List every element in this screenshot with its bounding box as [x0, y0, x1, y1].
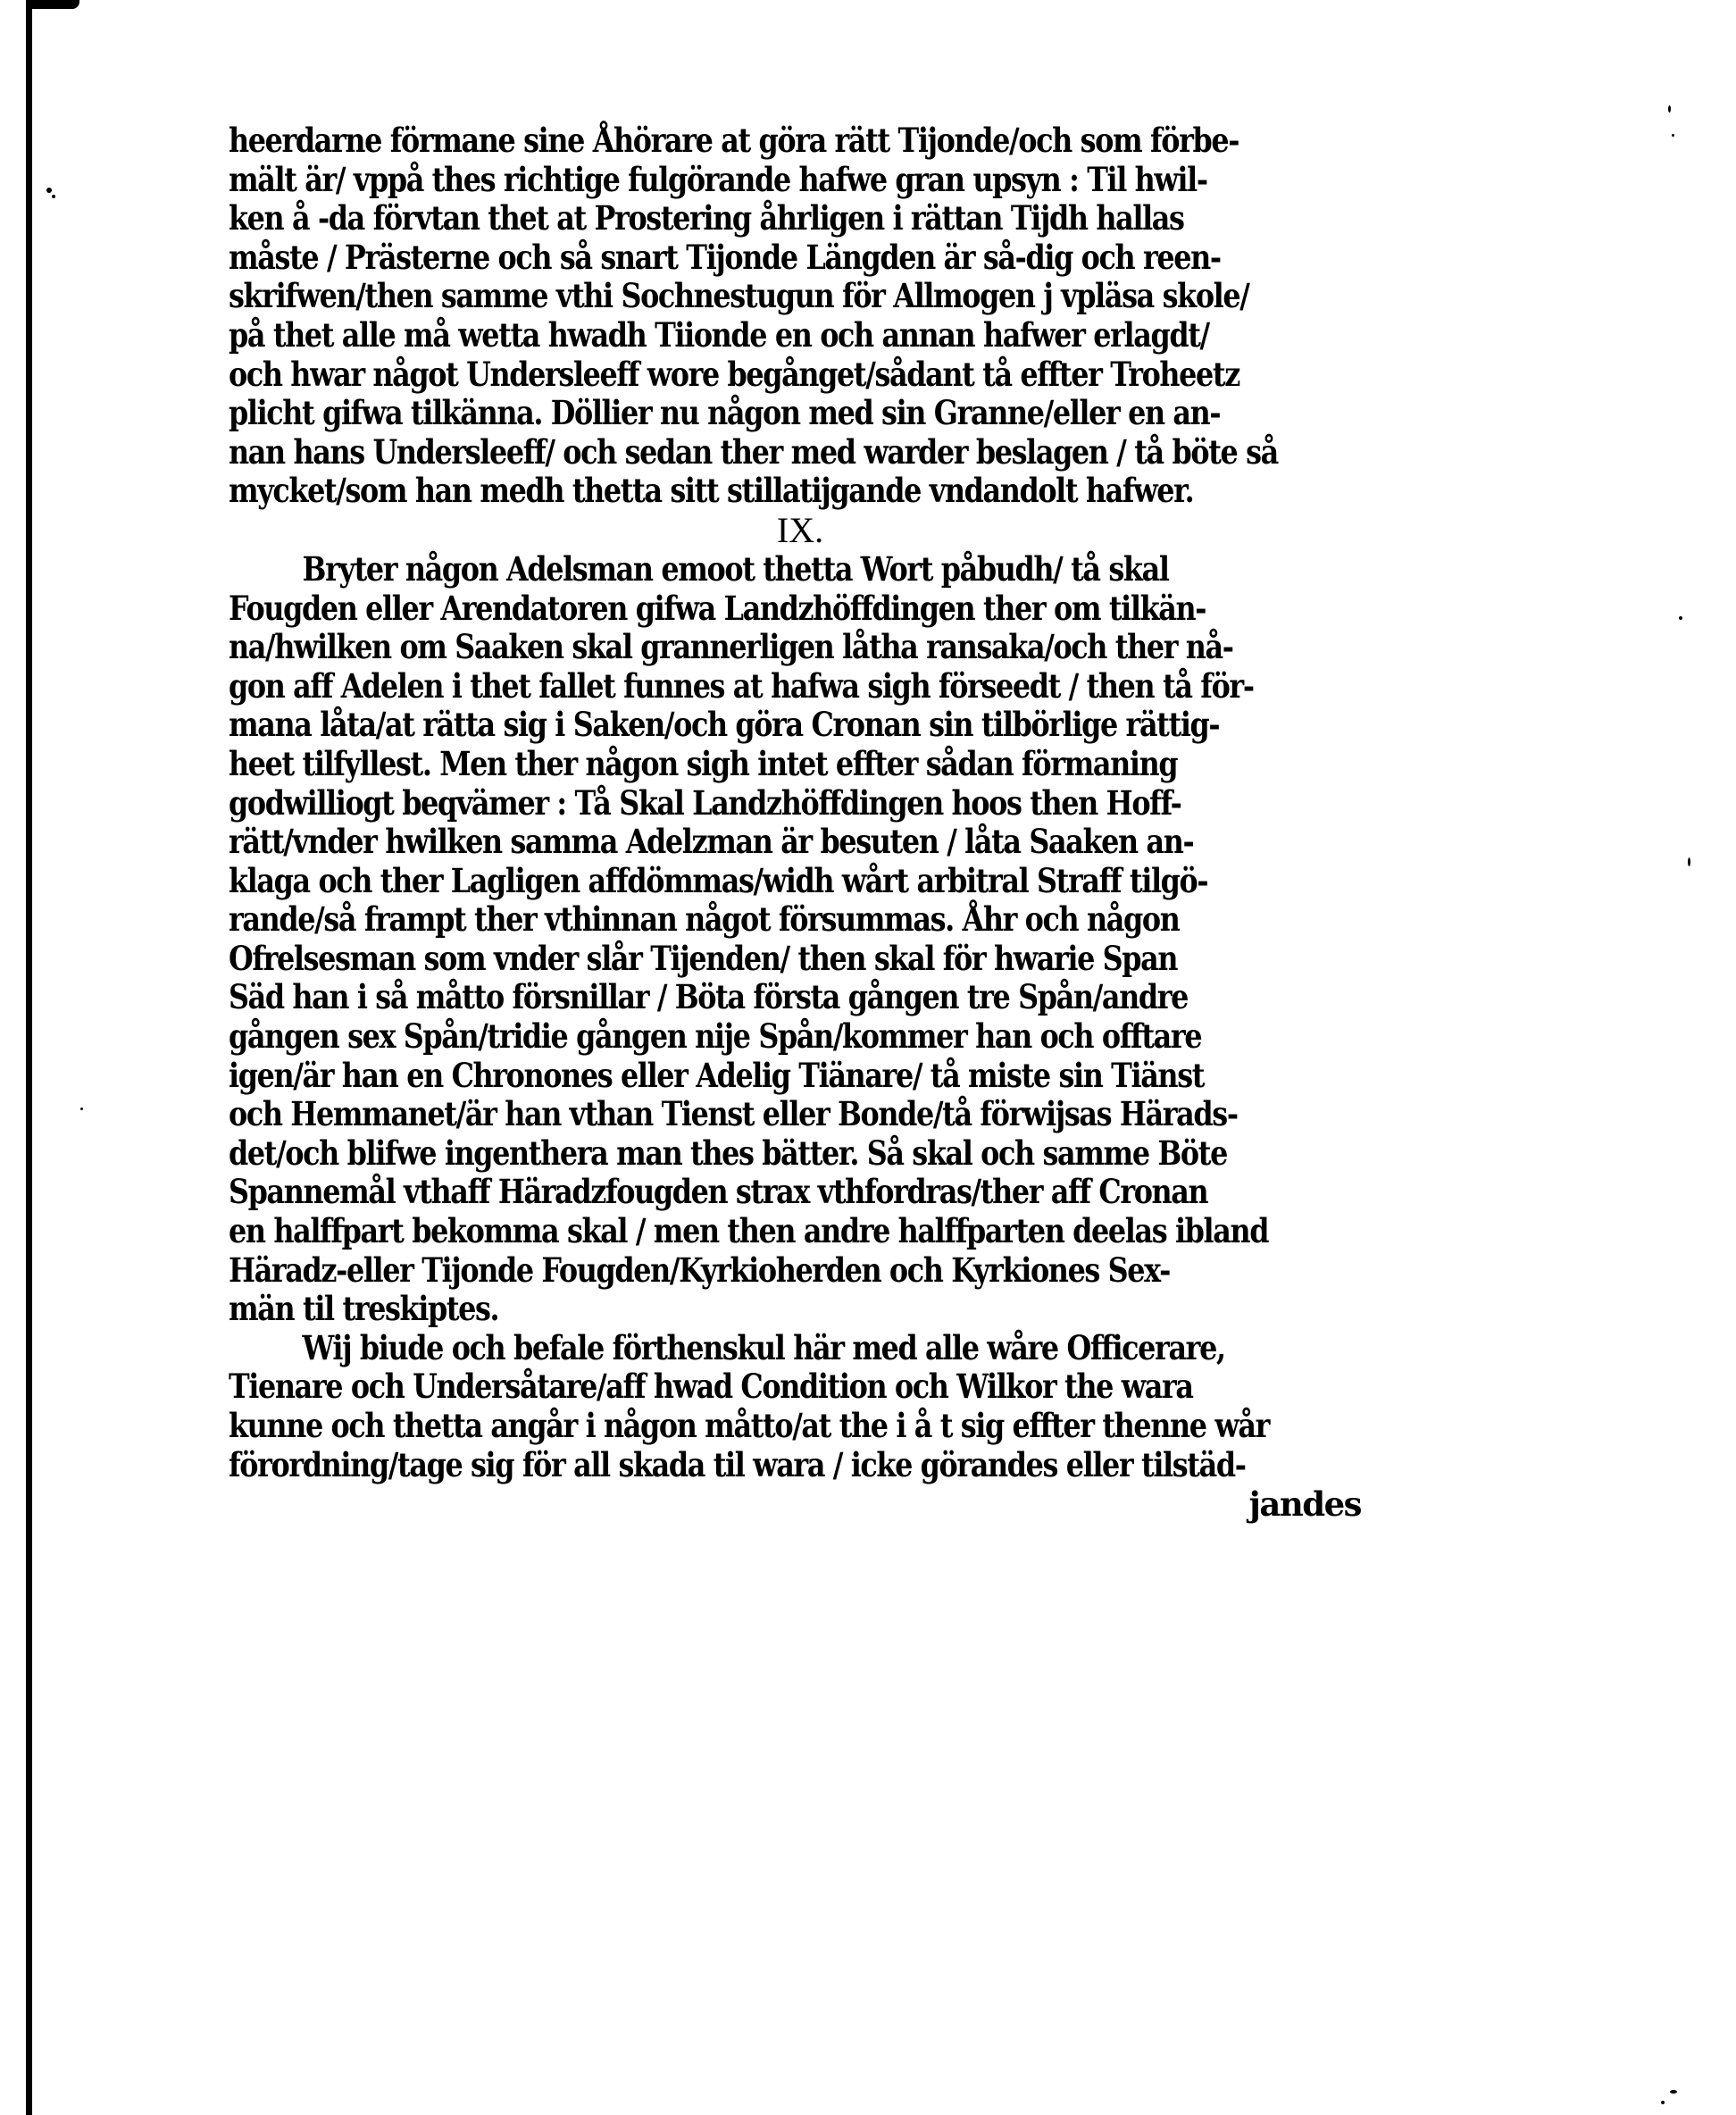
- text-line: på thet alle må wetta hwadh Tiionde en och annan hafwer erlagdt/: [229, 314, 1209, 355]
- text-line: och hwar något Undersleeff wore begånget/sådant tå effter Troheetz: [229, 354, 1239, 394]
- text-line: Fougden eller Arendatoren gifwa Landzhöffdingen ther om tilkän-: [229, 588, 1206, 628]
- text-line: kunne och thetta angår i någon måtto/at the i å t sig effter thenne wår: [229, 1406, 1270, 1445]
- scan-border-inner: [28, 286, 30, 1626]
- text-line: förordning/tage sig för all skada til wara / icke görandes eller tilstäd-: [229, 1444, 1246, 1484]
- text-line: måste / Prästerne och så snart Tijonde Längden är så-dig och reen-: [229, 237, 1221, 277]
- text-line: plicht gifwa tilkänna. Döllier nu någon med sin Granne/eller en an-: [229, 393, 1221, 433]
- text-line: Wij biude och befale förthenskul här med alle wåre Officerare,: [302, 1327, 1225, 1367]
- text-line: heerdarne förmane sine Åhörare at göra rätt Tijonde/och som förbe-: [229, 121, 1239, 160]
- scan-speck: [1661, 2101, 1665, 2104]
- text-line: heet tilfyllest. Men ther någon sigh intet effter sådan förmaning: [229, 743, 1178, 783]
- paragraph-2: [229, 550, 1372, 1329]
- scan-speck: [1670, 2090, 1677, 2094]
- text-line: gången sex Spån/tridie gången nije Spån/kommer han och offtare: [229, 1016, 1202, 1057]
- scan-speck: [1668, 105, 1671, 113]
- section-heading-roman-numeral: IX.: [776, 509, 824, 550]
- text-line: Spannemål vthaff Häradzfougden strax vthfordras/ther aff Cronan: [229, 1172, 1208, 1212]
- text-line: rätt/vnder hwilken samma Adelzman är besuten / låta Saaken an-: [229, 822, 1194, 862]
- scan-top-corner-mark: [26, 0, 79, 9]
- text-line: mält är/ vppå thes richtige fulgörande hafwe gran upsyn : Til hwil-: [229, 159, 1207, 199]
- text-line: mana låta/at rätta sig i Saken/och göra Cronan sin tilbörlige rättig-: [229, 705, 1220, 745]
- scan-speck: [1688, 857, 1690, 866]
- scan-speck: [80, 1108, 83, 1110]
- text-line: gon aff Adelen i thet fallet funnes at hafwa sigh förseedt / then tå för-: [229, 665, 1254, 706]
- text-line: män til treskiptes.: [229, 1289, 499, 1329]
- printed-page-body: [229, 121, 1372, 1524]
- text-line: skrifwen/then samme vthi Sochnestugun för Allmogen j vpläsa skole/: [229, 276, 1249, 316]
- text-line: ken å -da förvtan thet at Prostering åhrligen i rättan Tijdh hallas: [229, 198, 1184, 238]
- scan-speck: [46, 188, 52, 193]
- text-line: en halffpart bekomma skal / men then andre halffparten deelas ibland: [229, 1211, 1269, 1251]
- text-line: mycket/som han medh thetta sitt stillatijgande vndandolt hafwer.: [229, 471, 1194, 511]
- text-line: igen/är han en Chronones eller Adelig Tiänare/ tå miste sin Tiänst: [229, 1055, 1205, 1095]
- text-line: Ofrelsesman som vnder slår Tijenden/ then skal för hwarie Span: [229, 938, 1178, 978]
- text-line: Bryter någon Adelsman emoot thetta Wort påbudh/ tå skal: [302, 548, 1169, 589]
- text-line: nan hans Undersleeff/ och sedan ther med warder beslagen / tå böte så: [229, 431, 1278, 472]
- text-line: klaga och ther Lagligen affdömmas/widh wårt arbitral Straff tilgö-: [229, 860, 1208, 900]
- catchword: jandes: [1248, 1484, 1361, 1525]
- text-line: Tienare och Undersåtare/aff hwad Condition och Wilkor the wara: [229, 1367, 1193, 1407]
- paragraph-3: [229, 1329, 1372, 1484]
- scan-speck: [1679, 616, 1682, 620]
- paragraph-1: [229, 121, 1372, 511]
- text-line: godwilliogt beqvämer : Tå Skal Landzhöffdingen hoos then Hoff-: [229, 782, 1181, 823]
- text-line: na/hwilken om Saaken skal grannerligen låtha ransaka/och ther nå-: [229, 627, 1233, 667]
- scan-speck: [52, 195, 55, 198]
- text-line: rande/så frampt ther vthinnan något försummas. Åhr och någon: [229, 899, 1180, 940]
- text-line: och Hemmanet/är han vthan Tienst eller Bonde/tå förwijsas Härads-: [229, 1094, 1238, 1134]
- scan-page-edge-border: [26, 0, 32, 2115]
- scan-speck: [1672, 134, 1674, 137]
- text-line: Säd han i så måtto försnillar / Böta första gången tre Spån/andre: [229, 977, 1188, 1017]
- text-line: Häradz-eller Tijonde Fougden/Kyrkioherden och Kyrkiones Sex-: [229, 1250, 1171, 1290]
- text-line: det/och blifwe ingenthera man thes bätter. Så skal och samme Böte: [229, 1133, 1227, 1173]
